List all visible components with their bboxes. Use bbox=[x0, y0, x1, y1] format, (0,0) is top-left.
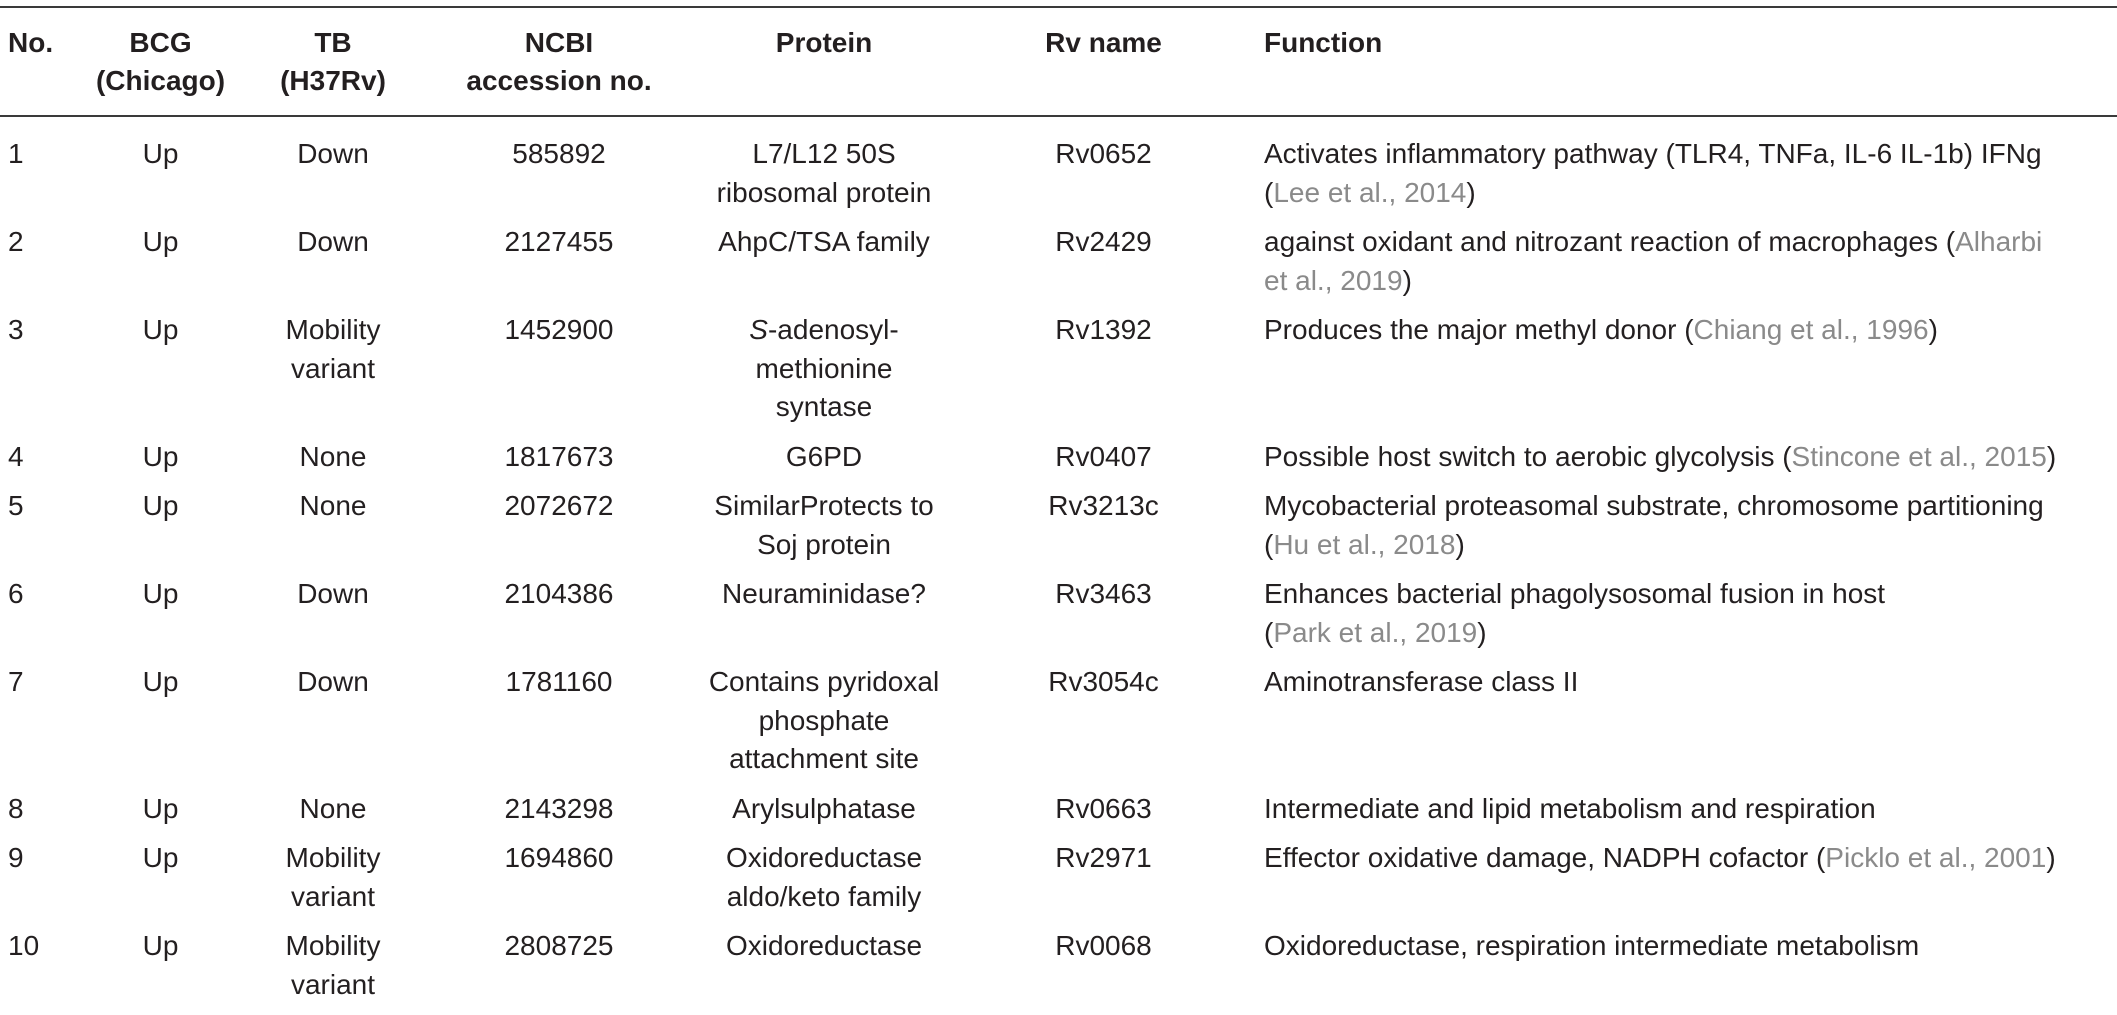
cell-rv-name: Rv0663 bbox=[1055, 792, 1152, 824]
citation-link[interactable]: Alharbi bbox=[1955, 226, 2043, 257]
table-row bbox=[0, 575, 2117, 663]
cell-tb: Mobility variant bbox=[285, 842, 381, 912]
cell-rv-name: Rv0068 bbox=[1055, 930, 1152, 961]
cell-rv-name: Rv3463 bbox=[1055, 578, 1152, 609]
table-row bbox=[0, 311, 2117, 438]
cell-protein: Oxidoreductase aldo/keto family bbox=[725, 842, 923, 912]
cell-protein: Arylsulphatase bbox=[732, 792, 916, 824]
cell-no: 9 bbox=[8, 842, 24, 873]
table-row bbox=[0, 790, 2117, 840]
citation-link[interactable]: Picklo et al., 2001 bbox=[1825, 842, 2047, 873]
cell-no: 6 bbox=[8, 578, 24, 609]
cell-function: Activates inflammatory pathway (TLR4, TNFa, IL-6 IL-1b) IFNg (Lee et al., 2014) bbox=[1264, 138, 2042, 208]
cell-no: 2 bbox=[8, 226, 24, 257]
cell-no: 5 bbox=[8, 490, 24, 521]
cell-bcg: Up bbox=[142, 930, 179, 961]
cell-protein: AhpC/TSA family bbox=[718, 226, 930, 257]
cell-ncbi: 2104386 bbox=[504, 578, 614, 609]
cell-rv-name: Rv0407 bbox=[1055, 440, 1152, 472]
table-row bbox=[0, 115, 2117, 223]
cell-protein: S-adenosyl- methionine syntase bbox=[749, 314, 899, 422]
cell-no: 4 bbox=[8, 440, 24, 472]
citation-link[interactable]: Chiang et al., 1996 bbox=[1693, 314, 1929, 345]
header-tb: TB (H37Rv) bbox=[280, 27, 386, 96]
cell-bcg: Up bbox=[142, 314, 179, 345]
header-protein: Protein bbox=[775, 27, 873, 58]
cell-ncbi: 1817673 bbox=[504, 440, 614, 472]
table-row bbox=[0, 839, 2117, 927]
header-ncbi: NCBI accession no. bbox=[466, 27, 652, 96]
cell-protein: Contains pyridoxal phosphate attachment site bbox=[708, 666, 940, 774]
cell-ncbi: 2808725 bbox=[504, 930, 614, 961]
header-no: No. bbox=[8, 27, 54, 58]
cell-protein: Oxidoreductase bbox=[725, 930, 923, 961]
cell-rv-name: Rv1392 bbox=[1055, 314, 1152, 345]
cell-no: 1 bbox=[8, 138, 24, 169]
cell-bcg: Up bbox=[142, 440, 179, 472]
header-bcg: BCG (Chicago) bbox=[95, 27, 226, 96]
cell-bcg: Up bbox=[142, 578, 179, 609]
cell-no: 7 bbox=[8, 666, 24, 697]
cell-tb: Mobility variant bbox=[285, 314, 381, 384]
cell-rv-name: Rv3054c bbox=[1048, 666, 1159, 697]
cell-function: Mycobacterial proteasomal substrate, chromosome partitioning (Hu et al., 2018) bbox=[1264, 490, 2044, 560]
cell-rv-name: Rv0652 bbox=[1055, 138, 1152, 169]
cell-tb: Down bbox=[297, 226, 369, 257]
cell-ncbi: 2143298 bbox=[504, 792, 614, 824]
cell-protein: G6PD bbox=[785, 440, 863, 472]
cell-function: Produces the major methyl donor (Chiang et al., 1996) bbox=[1264, 314, 1938, 345]
cell-protein: L7/L12 50S ribosomal protein bbox=[716, 138, 932, 208]
cell-no: 8 bbox=[8, 792, 24, 824]
cell-ncbi: 1781160 bbox=[505, 666, 613, 697]
table-row bbox=[0, 663, 2117, 790]
cell-bcg: Up bbox=[142, 666, 179, 697]
cell-function: Possible host switch to aerobic glycolysis (Stincone et al., 2015) bbox=[1264, 440, 2057, 472]
cell-function: Aminotransferase class II bbox=[1264, 666, 1579, 697]
table-row bbox=[0, 927, 2117, 1015]
cell-tb: Mobility variant bbox=[285, 930, 381, 1000]
cell-rv-name: Rv2429 bbox=[1055, 226, 1152, 257]
table-row bbox=[0, 487, 2117, 575]
cell-bcg: Up bbox=[142, 842, 179, 873]
cell-function: Effector oxidative damage, NADPH cofactor (Picklo et al., 2001) bbox=[1264, 842, 2056, 873]
header-rv-name: Rv name bbox=[1045, 27, 1162, 58]
citation-link[interactable]: Lee et al., 2014 bbox=[1273, 176, 1467, 208]
cell-ncbi: 585892 bbox=[512, 138, 606, 169]
cell-no: 10 bbox=[8, 930, 40, 961]
citation-link[interactable]: et al., 2019 bbox=[1264, 264, 1403, 296]
cell-bcg: Up bbox=[142, 138, 179, 169]
cell-ncbi: 1694860 bbox=[504, 842, 614, 873]
cell-tb: Down bbox=[297, 666, 369, 697]
cell-function: against oxidant and nitrozant reaction of macrophages (Alharbi et al., 2019) bbox=[1264, 226, 2043, 296]
cell-ncbi: 2072672 bbox=[504, 490, 614, 521]
table-row bbox=[0, 223, 2117, 311]
cell-bcg: Up bbox=[142, 490, 179, 521]
cell-ncbi: 1452900 bbox=[504, 314, 614, 345]
cell-function: Intermediate and lipid metabolism and respiration bbox=[1264, 792, 1876, 824]
cell-protein: SimilarProtects to Soj protein bbox=[714, 490, 934, 560]
cell-bcg: Up bbox=[142, 792, 179, 824]
cell-tb: Down bbox=[297, 138, 369, 169]
cell-tb: Down bbox=[297, 578, 369, 609]
cell-ncbi: 2127455 bbox=[504, 226, 614, 257]
cell-protein: Neuraminidase? bbox=[722, 578, 926, 609]
cell-tb: None bbox=[299, 440, 367, 472]
citation-link[interactable]: Hu et al., 2018 bbox=[1273, 528, 1456, 560]
citation-link[interactable]: Park et al., 2019 bbox=[1273, 616, 1478, 648]
cell-function: Oxidoreductase, respiration intermediate metabolism bbox=[1264, 930, 1920, 961]
header-function: Function bbox=[1264, 27, 1383, 58]
protein-table bbox=[0, 8, 2117, 1015]
header-row bbox=[0, 8, 2117, 115]
cell-tb: None bbox=[299, 792, 367, 824]
cell-no: 3 bbox=[8, 314, 24, 345]
cell-tb: None bbox=[299, 490, 367, 521]
cell-bcg: Up bbox=[142, 226, 179, 257]
cell-rv-name: Rv2971 bbox=[1055, 842, 1152, 873]
table-row bbox=[0, 438, 2117, 488]
cell-function: Enhances bacterial phagolysosomal fusion in host (Park et al., 2019) bbox=[1264, 578, 1886, 648]
cell-rv-name: Rv3213c bbox=[1048, 490, 1159, 521]
citation-link[interactable]: Stincone et al., 2015 bbox=[1791, 440, 2047, 472]
